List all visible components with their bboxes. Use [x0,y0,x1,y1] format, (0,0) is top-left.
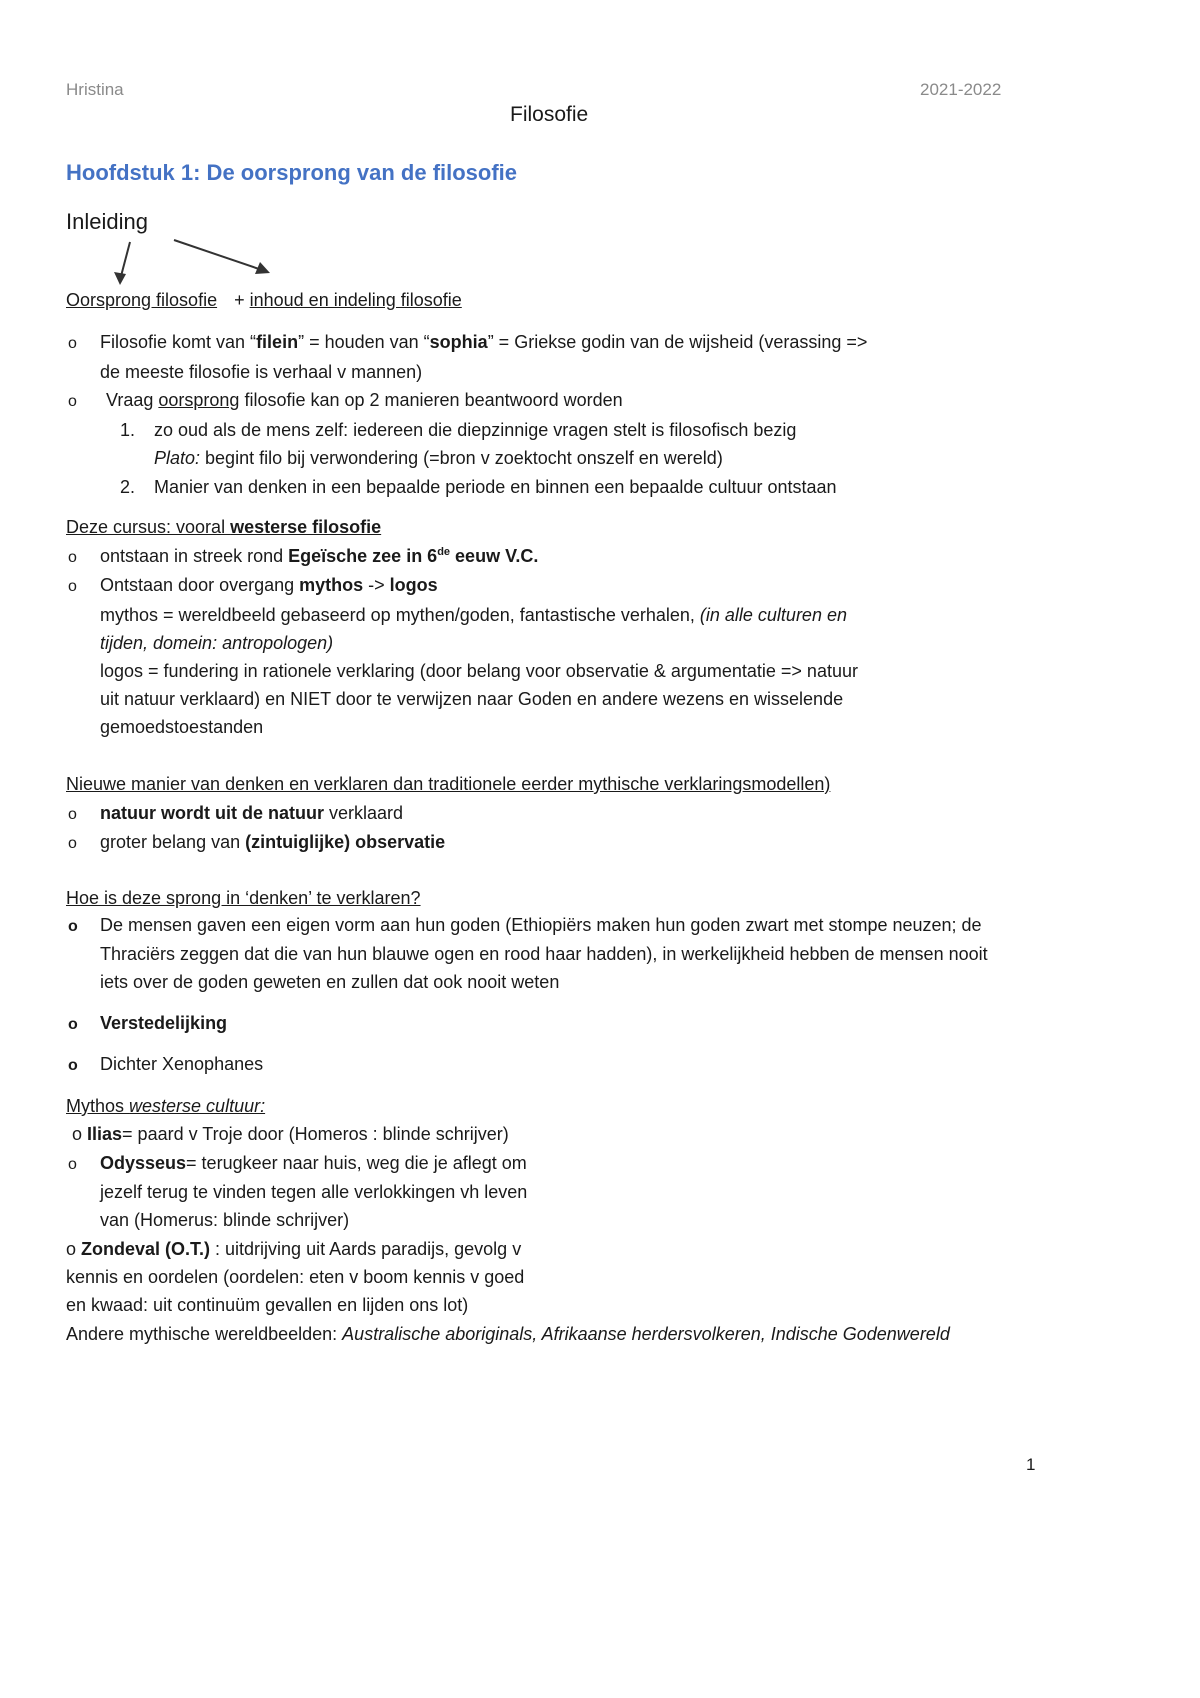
text-run: ” = Griekse godin van de wijsheid (verassing => [487,332,868,352]
text-run: -> [363,575,390,595]
term-oorsprong: oorsprong [158,390,240,410]
list-item [100,1153,527,1175]
text-run: verklaard [323,803,404,823]
bullet-marker: o [68,1016,78,1033]
superscript: de [437,546,451,558]
text-run: o [66,1239,82,1259]
list-item [100,332,867,354]
section-heading-sprong: Hoe is deze sprong in ‘denken’ te verklaren? [66,888,421,908]
list-item-continuation [100,605,847,627]
school-year: 2021-2022 [920,80,1002,99]
text-run: Ontstaan door overgang [100,575,300,595]
list-item [100,575,438,597]
text-run: begint filo bij verwondering (=bron v zoektocht onszelf en wereld) [200,448,723,468]
text-run: ontstaan in streek rond [100,546,289,566]
chapter-heading: Hoofdstuk 1: De oorsprong van de filosofie [66,160,518,185]
list-item: Verstedelijking [100,1013,228,1033]
branch-plus: + [234,290,245,310]
list-item-continuation [100,633,333,655]
text-run: Filosofie komt van “ [100,332,257,352]
list-item-continuation: iets over de goden geweten en zullen dat ook nooit weten [100,972,560,992]
bullet-marker: o [68,335,77,352]
list-item-continuation: gemoedstoestanden [100,717,264,737]
list-item: De mensen gaven een eigen vorm aan hun goden (Ethiopiërs maken hun goden zwart met stompe neuzen; de [100,915,982,935]
text-run: o [72,1124,88,1144]
bullet-marker: o [68,918,78,935]
text-run: Deze cursus: vooral [66,517,231,537]
list-item [100,803,403,825]
list-item-continuation: kennis en oordelen (oordelen: eten v boom kennis v goed [66,1267,525,1287]
term-odysseus: Odysseus [100,1153,187,1173]
list-item-continuation: uit natuur verklaard) en NIET door te verwijzen naar Goden en andere wezens en wisselende [100,689,844,709]
term-egeische-zee: Egeïsche zee in 6 [288,546,438,566]
term-ilias: Ilias [87,1124,123,1144]
branch-left: Oorsprong filosofie [66,290,218,310]
numbered-item: Manier van denken in een bepaalde periode en binnen een bepaalde cultuur ontstaan [154,477,837,497]
italic-run: tijden, domein: antropologen) [100,633,334,653]
page-number: 1 [1026,1455,1036,1474]
section-heading-cursus [66,517,381,539]
italic-run: westerse cultuur: [129,1096,266,1116]
bullet-marker: o [68,393,77,410]
closing-line [66,1324,950,1346]
list-item-continuation: en kwaad: uit continuüm gevallen en lijden ons lot) [66,1295,469,1315]
list-item-continuation: Thraciërs zeggen dat die van hun blauwe ogen en rood haar hadden), in werkelijkheid hebben de mensen nooit [100,944,988,964]
arrow-left-head [114,272,126,285]
bullet-marker: o [68,1156,77,1173]
text-run: Vraag [106,390,159,410]
list-item-continuation: van (Homerus: blinde schrijver) [100,1210,350,1230]
term-zondeval: Zondeval (O.T.) [81,1239,211,1259]
list-item [106,390,623,412]
section-heading-inleiding: Inleiding [66,209,148,234]
bold-run: natuur wordt uit de natuur [100,803,324,823]
text-run: filosofie kan op 2 manieren beantwoord worden [239,390,623,410]
term-plato: Plato: [154,448,201,468]
bullet-marker: o [68,835,77,852]
numbered-marker: 1. [120,420,136,440]
term-sophia: sophia [429,332,488,352]
text-run: ” = houden van “ [298,332,430,352]
text-run: = paard v Troje door (Homeros : blinde schrijver) [122,1124,509,1144]
italic-run: (in alle culturen en [699,605,847,625]
section-heading-nieuwe-manier: Nieuwe manier van denken en verklaren dan traditionele eerder mythische verklaringsmodellen) [66,774,831,794]
text-run: = terugkeer naar huis, weg die je aflegt om [186,1153,527,1173]
list-item-continuation: logos = fundering in rationele verklaring (door belang voor observatie & argumentatie => natuur [100,661,858,681]
numbered-item: zo oud als de mens zelf: iedereen die diepzinnige vragen stelt is filosofisch bezig [154,420,797,440]
text-run: groter belang van [100,832,246,852]
term-westerse-filosofie: westerse filosofie [230,517,382,537]
bullet-marker: o [68,578,77,595]
list-item: Dichter Xenophanes [100,1054,264,1074]
branch-arrows [100,230,290,290]
list-item-continuation: de meeste filosofie is verhaal v mannen) [100,362,423,382]
bullet-marker: o [68,806,77,823]
bold-run: (zintuiglijke) observatie [245,832,446,852]
text-run: : uitdrijving uit Aards paradijs, gevolg v [210,1239,522,1259]
text-run: Mythos [66,1096,130,1116]
bullet-marker: o [68,1057,78,1074]
list-item-continuation: jezelf terug te vinden tegen alle verlokkingen vh leven [100,1182,528,1202]
numbered-item-continuation [154,448,723,470]
branch-labels [66,290,462,312]
term-eeuw: eeuw V.C. [450,546,539,566]
list-item [100,832,445,854]
branch-right: inhoud en indeling filosofie [249,290,462,310]
author-name: Hristina [66,80,124,99]
text-run: Andere mythische wereldbeelden: [66,1324,343,1344]
numbered-marker: 2. [120,477,136,497]
list-item [66,1239,521,1261]
bullet-marker: o [68,549,77,566]
term-mythos: mythos [299,575,364,595]
term-filein: filein [256,332,299,352]
text-run: mythos = wereldbeeld gebaseerd op mythen/goden, fantastische verhalen, [100,605,700,625]
list-item [72,1124,509,1146]
section-heading-mythos [66,1096,265,1118]
document-title: Filosofie [510,103,589,126]
arrow-right-line [174,240,262,270]
term-logos: logos [389,575,438,595]
list-item [100,546,538,568]
italic-run: Australische aboriginals, Afrikaanse herdersvolkeren, Indische Godenwereld [342,1324,950,1344]
